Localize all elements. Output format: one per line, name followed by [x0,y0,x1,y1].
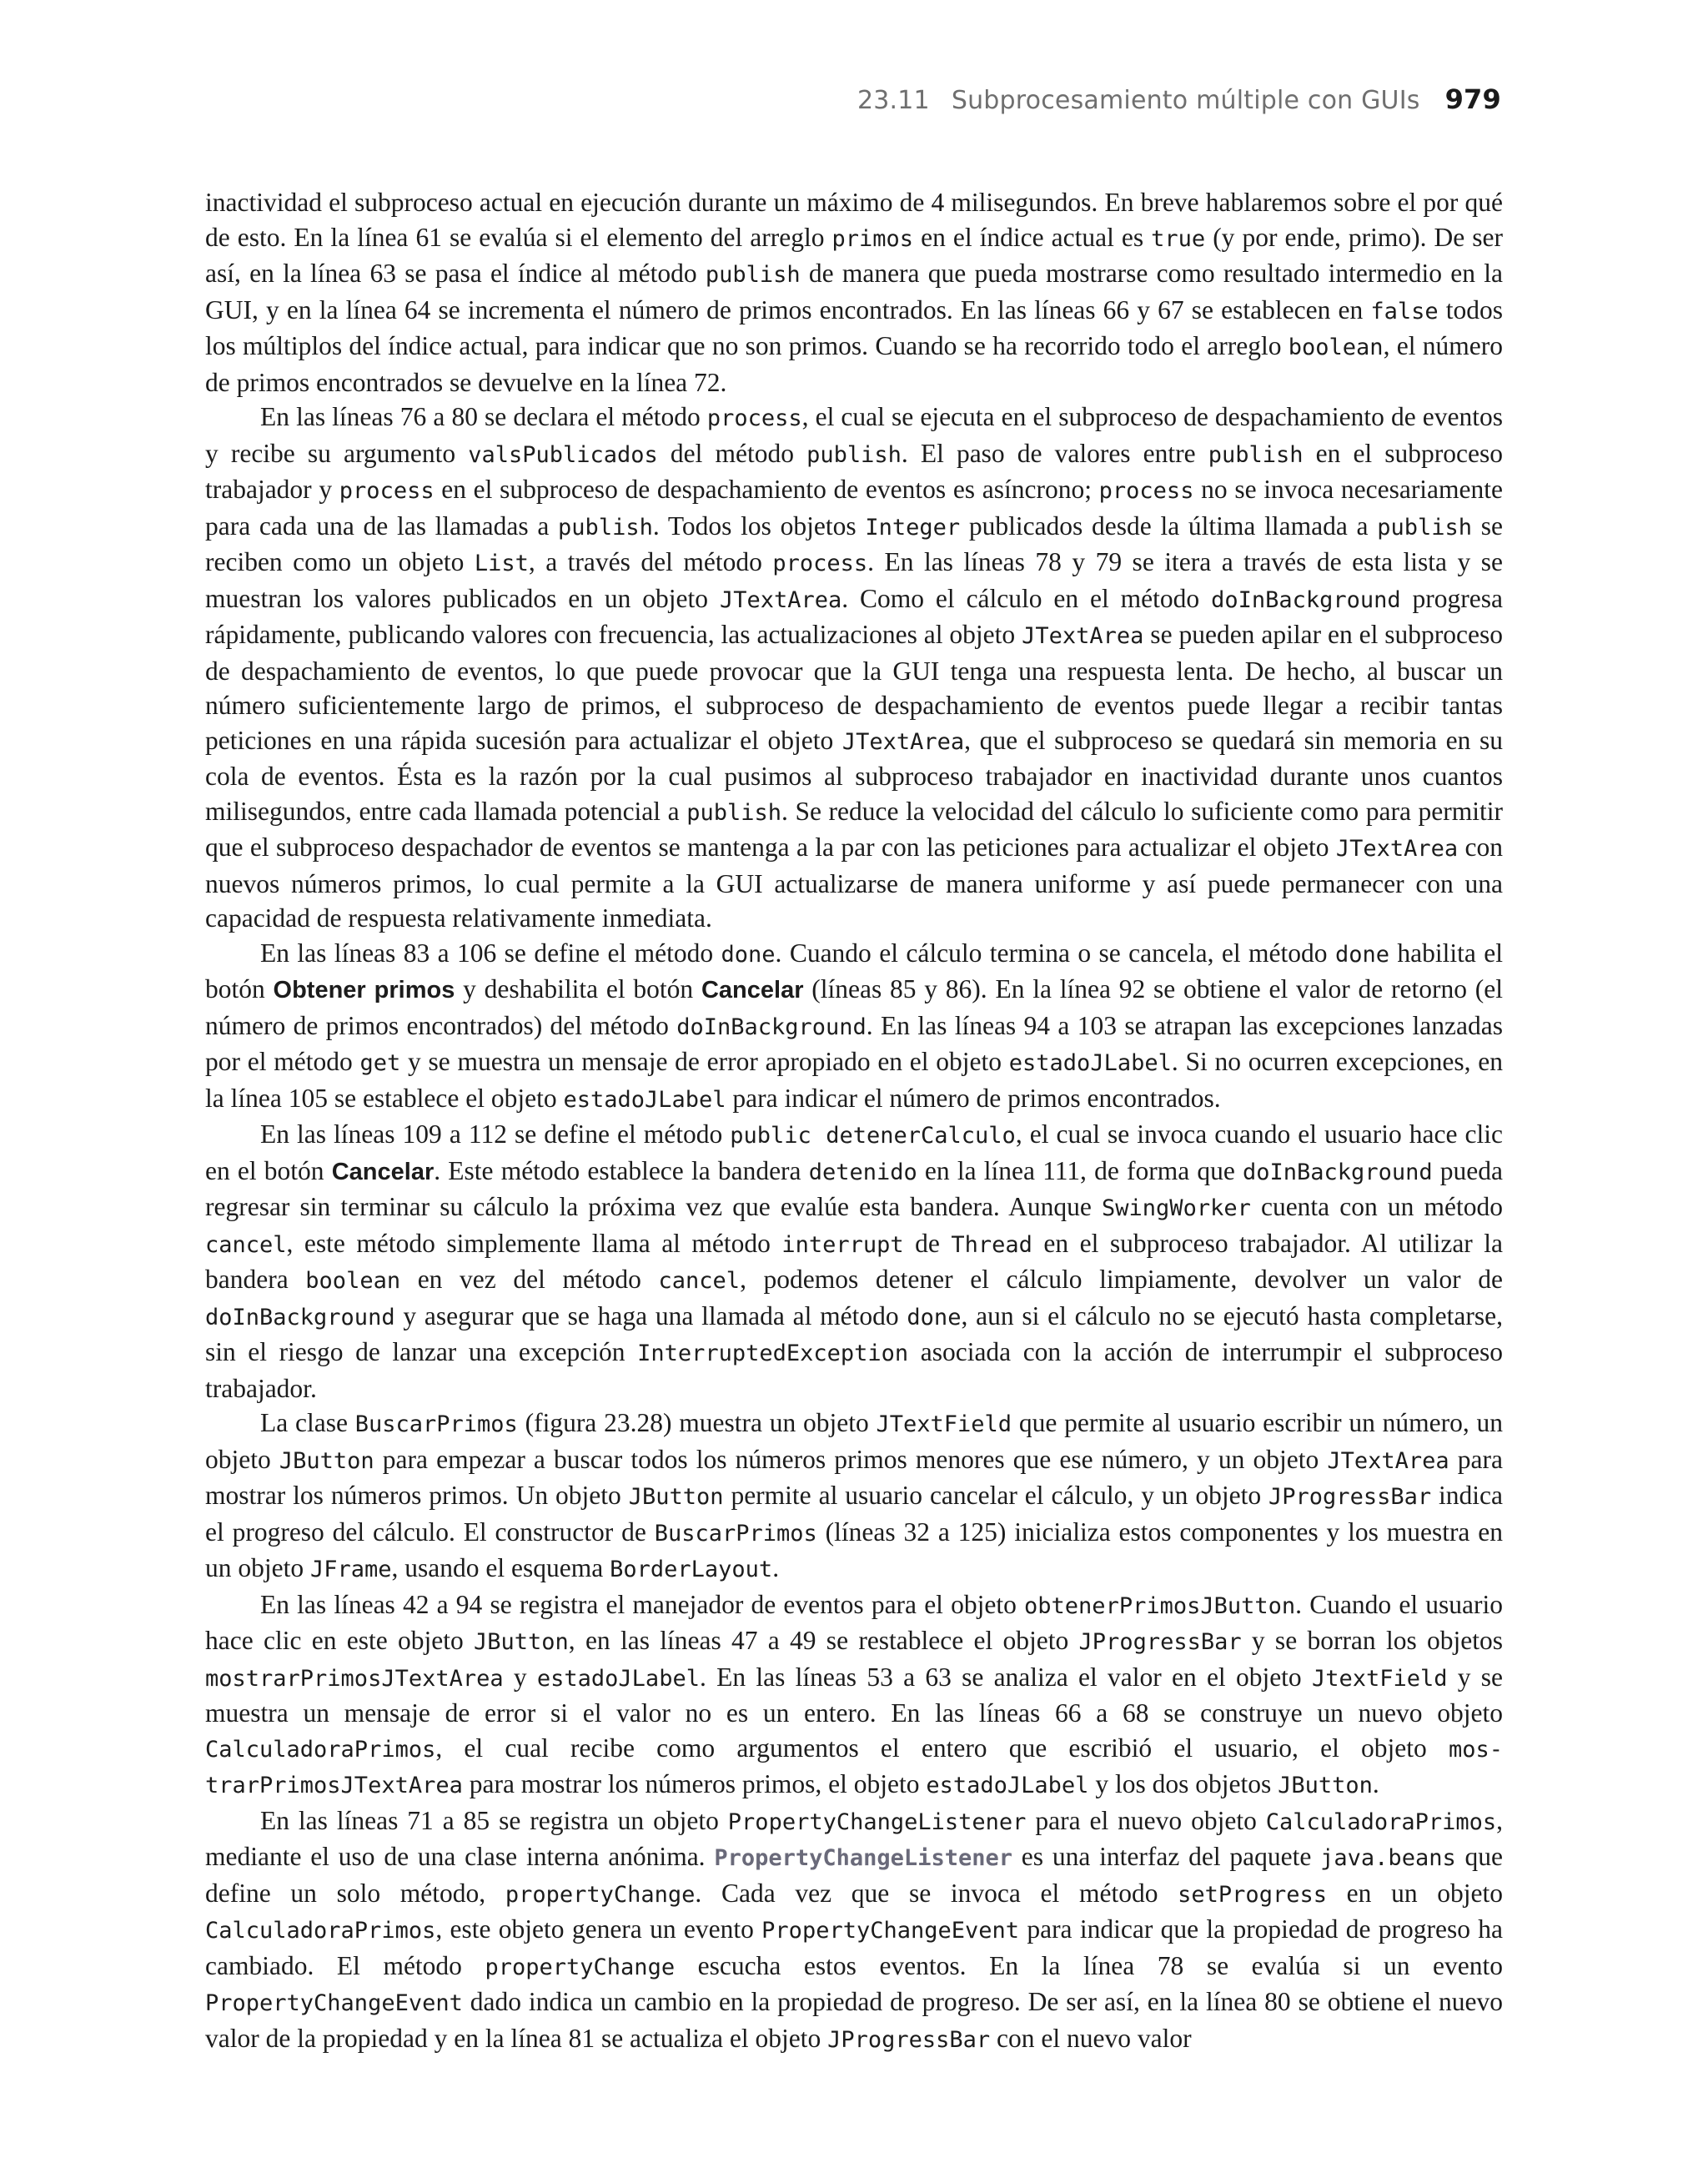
text-run: . En las líneas 78 y 79 se itera a través de esta lista y se muestran los valores publicados en un objeto [205,547,1503,613]
text-run: . Este método establece la bandera [434,1155,809,1185]
code-identifier: InterruptedException [637,1341,909,1366]
text-run: todos los múltiplos del índice actual, para indicar que no son primos. Cuando se ha recorrido todo el arreglo [205,294,1503,360]
text-run: en el índice actual es [913,222,1152,252]
text-run: y los dos objetos [1088,1769,1278,1798]
code-identifier: PropertyChangeListener [727,1808,1027,1835]
code-identifier: doInBackground [205,1304,395,1330]
paragraph-6 [205,1587,1503,1803]
code-identifier: JButton [474,1629,569,1655]
code-identifier: setProgress [1178,1881,1327,1908]
code-identifier: cancel [658,1268,741,1294]
code-identifier: JProgressBar [1268,1484,1432,1510]
code-identifier: PropertyChangeEvent [761,1918,1020,1944]
text-run: , el cual se invoca cuando el usuario hace clic en el botón [205,1119,1503,1185]
paragraph-2 [205,400,1503,936]
text-run: . [1372,1769,1379,1798]
text-run: , este método simplemente llama al método [286,1228,782,1258]
text-run: se pueden apilar en el subproceso de despachamiento de eventos, lo que puede provocar que la GUI tenga una respuesta lenta. De hecho, al buscar un número suficientemente largo de primos, el subproceso de despachamiento de eventos puede llegar a recibir tantas peticiones en una rápida sucesión para actualizar el objeto [205,620,1503,755]
code-identifier: JButton [279,1447,374,1474]
code-identifier: estadoJLabel [536,1665,700,1692]
text-run: , este objeto genera un evento [435,1914,762,1944]
text-run: , a través del método [528,547,773,576]
code-identifier: publish [1208,441,1304,468]
code-identifier: valsPublicados [468,441,658,468]
text-run: (figura 23.28) muestra un objeto [517,1408,877,1437]
code-identifier: get [359,1050,401,1076]
code-identifier: propertyChange [485,1954,676,1980]
code-identifier: estadoJLabel [563,1086,726,1113]
code-identifier: SwingWorker [1102,1195,1251,1221]
code-identifier: cancel [205,1231,287,1258]
text-run: y asegurar que se haga una llamada al método [394,1300,907,1330]
page-number: 979 [1444,83,1501,115]
code-identifier: JButton [628,1484,724,1510]
text-run: pueda regresar sin terminar su cálculo la próxima vez que evalúe esta bandera. Aunque [205,1155,1503,1221]
paragraph-4 [205,1117,1503,1406]
text-run: indica el progreso del cálculo. El constructor de [205,1481,1504,1547]
code-identifier: false [1370,298,1439,324]
text-run: y se muestra un mensaje de error si el valor no es un entero. En las líneas 66 a 68 se construye un nuevo objeto [205,1662,1504,1728]
code-identifier: process [1098,478,1194,504]
highlighted-term: PropertyChangeListener [714,1845,1012,1871]
text-run: , el número de primos encontrados se devuelve en la línea 72. [205,331,1503,397]
code-identifier: done [721,941,776,968]
code-identifier: publish [1377,514,1473,541]
code-identifier: process [772,551,868,576]
code-identifier: doInBackground [1243,1159,1433,1185]
text-run: no se invoca necesariamente para cada una de las llamadas a [205,475,1504,541]
code-identifier: BorderLayout [610,1557,773,1582]
text-run: dado indica un cambio en la propiedad de progreso. De ser así, en la línea 80 se obtiene el nuevo valor de la propiedad y en la línea 81 se actualiza el objeto [205,1987,1503,2053]
text-run: del método [657,438,807,468]
code-identifier: boolean [1288,334,1384,360]
text-run: , mediante el uso de una clase interna anónima. [205,1805,1503,1871]
text-run: y se muestra un mensaje de error apropiado en el objeto [400,1047,1009,1076]
text-run: , el cual recibe como argumentos el entero que escribió el usuario, el objeto [435,1733,1449,1763]
running-head [857,83,1501,115]
text-run: con nuevos números primos, lo cual permite a la GUI actualizarse de manera uniforme y así puede permanecer con una capacidad de respuesta relativamente inmediata. [205,832,1504,933]
code-identifier: Thread [951,1231,1032,1258]
code-identifier: process [339,478,435,504]
text-run: . Como el cálculo en el método [841,583,1212,613]
code-identifier: PropertyChangeEvent [205,1990,463,2016]
paragraph-1 [205,185,1503,400]
text-run: progresa rápidamente, publicando valores con frecuencia, las actualizaciones al objeto [205,583,1504,649]
text-run: . En las líneas 94 a 103 se atrapan las excepciones lanzadas por el método [205,1010,1503,1076]
text-run: (líneas 32 a 125) inicializa estos componentes y los muestra en un objeto [205,1517,1504,1582]
text-run: . Cada vez que se invoca el método [695,1878,1178,1908]
code-identifier: JTextArea [719,586,842,613]
text-run: La clase [260,1408,355,1437]
section-number: 23.11 [857,86,930,115]
code-identifier: mostrarPrimosJTextArea [205,1736,1503,1798]
text-run: asociada con la acción de interrumpir el subproceso trabajador. [205,1337,1503,1403]
text-run: y [503,1662,537,1692]
code-identifier: publish [705,262,801,288]
code-identifier: done [907,1304,962,1330]
paragraph-3 [205,936,1503,1118]
code-identifier: JFrame [310,1557,392,1582]
code-identifier: JtextField [1311,1665,1448,1692]
code-identifier: JProgressBar [1078,1629,1242,1655]
code-identifier: BuscarPrimos [354,1411,518,1437]
text-run: en la línea 111, de forma que [917,1155,1243,1185]
code-identifier: estadoJLabel [926,1773,1089,1798]
text-run: , podemos detener el cálculo limpiamente, devolver un valor de [740,1265,1503,1294]
code-identifier: JProgressBar [827,2026,991,2053]
text-run: se reciben como un objeto [205,511,1503,576]
code-identifier: propertyChange [505,1881,696,1908]
ui-label: Cancelar [331,1158,435,1185]
text-run: , aun si el cálculo no se ejecutó hasta completarse, sin el riesgo de lanzar una excepción [205,1300,1504,1366]
text-run: para indicar el número de primos encontrados. [726,1083,1221,1113]
code-identifier: JTextArea [1327,1447,1449,1474]
text-run: En las líneas 109 a 112 se define el método [260,1119,731,1149]
code-identifier: public detenerCalculo [730,1123,1016,1149]
text-run: es una interfaz del paquete [1012,1842,1321,1871]
code-identifier: publish [686,799,781,826]
text-run: . En las líneas 53 a 63 se analiza el valor en el objeto [699,1662,1312,1692]
text-run: , que el subproceso se quedará sin memoria en su cola de eventos. Ésta es la razón por la cual pusimos al subproceso trabajador en inactividad durante unos cuantos milisegundos, entre cada llamada potencial a [205,725,1503,826]
text-run: permite al usuario cancelar el cálculo, y un objeto [723,1481,1269,1510]
paragraph-7 [205,1803,1503,2058]
text-run: para indicar que la propiedad de progreso ha cambiado. El método [205,1914,1503,1980]
text-run: que permite al usuario escribir un número, un objeto [205,1408,1503,1474]
text-run: , el cual se ejecuta en el subproceso de despachamiento de eventos y recibe su argumento [205,402,1504,468]
text-run: habilita el botón [205,938,1504,1003]
code-identifier: java.beans [1320,1845,1456,1871]
code-identifier: JTextArea [841,728,965,755]
code-identifier: BuscarPrimos [654,1520,817,1547]
text-run: de [903,1228,952,1258]
code-identifier: CalculadoraPrimos [205,1918,436,1944]
text-run: que define un solo método, [205,1842,1504,1908]
code-identifier: interrupt [781,1231,904,1258]
code-identifier: List [474,551,529,576]
text-run: para mostrar los números primos, el objeto [462,1769,927,1798]
code-identifier: publish [558,514,653,541]
code-identifier: boolean [305,1268,401,1294]
text-run: de manera que pueda mostrarse como resultado intermedio en la GUI, y en la línea 64 se incrementa el número de primos encontrados. En las líneas 66 y 67 se establecen en [205,259,1503,324]
code-identifier: JButton [1278,1773,1373,1798]
text-run: publicados desde la última llamada a [960,511,1378,541]
text-run: inactividad el subproceso actual en ejecución durante un máximo de 4 milisegundos. En breve hablaremos sobre el por qué de esto. En la línea 61 se evalúa si el elemento del arreglo [205,188,1503,252]
body-text [205,185,1503,2057]
text-run: en el subproceso de despachamiento de eventos es asíncrono; [434,475,1099,504]
code-identifier: JTextArea [1022,623,1144,649]
text-run: En las líneas 76 a 80 se declara el método [260,402,707,431]
code-identifier: true [1151,225,1206,252]
text-run: En las líneas 42 a 94 se registra el manejador de eventos para el objeto [260,1589,1025,1619]
text-run: para mostrar los números primos. Un objeto [205,1444,1503,1510]
text-run: En las líneas 83 a 106 se define el método [260,938,721,968]
code-identifier: JTextArea [1335,836,1459,862]
code-identifier: doInBackground [676,1014,867,1040]
code-identifier: JTextField [876,1411,1012,1437]
text-run: en un objeto [1326,1878,1504,1908]
text-run: , en las líneas 47 a 49 se restablece el objeto [568,1626,1079,1655]
text-run: con el nuevo valor [990,2023,1192,2053]
text-run: . El paso de valores entre [901,438,1208,468]
code-identifier: CalculadoraPrimos [1265,1808,1497,1835]
text-run: . Si no ocurren excepciones, en la línea 105 se establece el objeto [205,1047,1503,1113]
code-identifier: obtenerPrimosJButton [1024,1592,1296,1619]
ui-label: Obtener primos [273,977,455,1003]
text-run: y se borran los objetos [1241,1626,1503,1655]
text-run: para empezar a buscar todos los números primos menores que ese número, y un objeto [374,1444,1328,1474]
text-run: . Cuando el cálculo termina o se cancela, el método [775,938,1335,968]
ui-label: Cancelar [701,977,804,1003]
text-run: . [772,1553,780,1582]
code-identifier: publish [806,441,902,468]
section-title: Subprocesamiento múltiple con GUIs [951,86,1420,115]
text-run: . Se reduce la velocidad del cálculo lo suficiente como para permitir que el subproceso despachador de eventos se mantenga a la par con las peticiones para actualizar el objeto [205,796,1504,862]
text-run: en el subproceso trabajador. Al utilizar la bandera [205,1228,1504,1294]
code-identifier: done [1334,941,1389,968]
text-run: para el nuevo objeto [1026,1805,1266,1835]
text-run: En las líneas 71 a 85 se registra un objeto [260,1805,728,1835]
code-identifier: detenido [808,1159,917,1185]
text-run: . Todos los objetos [652,511,866,541]
code-identifier: process [706,405,802,431]
text-run: . Cuando el usuario hace clic en este objeto [205,1589,1503,1655]
paragraph-5 [205,1406,1503,1587]
text-run: , usando el esquema [391,1553,610,1582]
code-identifier: CalculadoraPrimos [205,1736,436,1763]
code-identifier: estadoJLabel [1008,1050,1172,1076]
text-run: (líneas 85 y 86). En la línea 92 se obtiene el valor de retorno (el número de primos encontrados) del método [205,974,1503,1040]
text-run: en el subproceso trabajador y [205,438,1503,504]
text-run: y deshabilita el botón [455,974,701,1003]
text-run: en vez del método [400,1265,659,1294]
code-identifier: doInBackground [1211,586,1401,613]
code-identifier: Integer [865,514,961,541]
text-run: escucha estos eventos. En la línea 78 se evalúa si un evento [675,1950,1503,1980]
code-identifier: primos [831,225,914,252]
text-run: (y por ende, primo). De ser así, en la línea 63 se pasa el índice al método [205,222,1503,288]
code-identifier: mostrarPrimosJTextArea [205,1665,504,1692]
text-run: cuenta con un método [1250,1192,1503,1221]
